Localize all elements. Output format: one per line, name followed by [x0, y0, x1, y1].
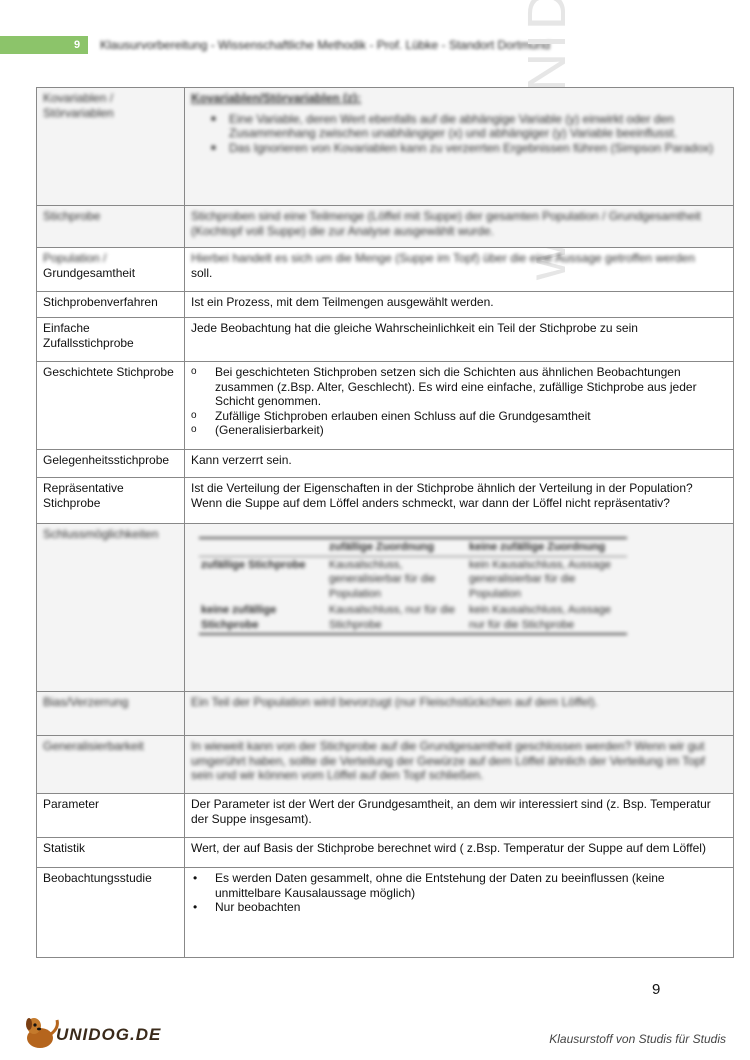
table-row: Gelegenheitsstichprobe Kann verzerrt sein.	[37, 450, 734, 478]
table-row: Stichprobe Stichproben sind eine Teilmenge (Löffel mit Suppe) der gesamten Population / Grundgesamtheit (Kochtopf voll Suppe) die zur Analyse ausgewählt wurde.	[37, 206, 734, 248]
table-row: Generalisierbarkeit In wieweit kann von der Stichprobe auf die Grundgesamtheit geschlossen werden? Wenn wir gut umgerührt haben, sollte die Verteilung der Gewürze auf dem Löffel ähnlich der Verteilung im Topf sein und wir können vom Löffel auf den Topf schließen.	[37, 736, 734, 794]
table-row: Population / Grundgesamtheit Hierbei handelt es sich um die Menge (Suppe im Topf) über die eine Aussage getroffen werden soll.	[37, 248, 734, 292]
logo-text: UNIDOG.DE	[56, 1025, 162, 1044]
definition-cell: Kovariablen/Störvariablen (z): ■ Eine Variable, deren Wert ebenfalls auf die abhängige Variable (y) einwirkt oder den Zusammenhang zwischen unabhängiger (x) und abhängiger (y) Variable beeinflusst. ■ Das Ignorieren von Kovariablen kann zu verzerrten Ergebnissen führen (Simpson Paradox)	[185, 88, 734, 206]
footer-text: Klausurstoff von Studis für Studis	[549, 1032, 726, 1046]
term-stichprobenverfahren: Stichprobenverfahren	[37, 292, 185, 318]
term-statistik: Statistik	[37, 838, 185, 868]
table-row: Statistik Wert, der auf Basis der Stichprobe berechnet wird ( z.Bsp. Temperatur der Suppe auf dem Löffel)	[37, 838, 734, 868]
term-grundgesamtheit: Grundgesamtheit	[43, 265, 136, 280]
table-row: Repräsentative Stichprobe Ist die Verteilung der Eigenschaften in der Stichprobe ähnlich der Verteilung in der Population? Wenn die Suppe auf dem Löffel anders schmeckt, war dann der Löffel nicht repräsentativ?	[37, 478, 734, 524]
term-cell: Kovariablen / Störvariablen	[37, 88, 185, 206]
table-row: Bias/Verzerrung Ein Teil der Population wird bevorzugt (nur Fleischstückchen auf dem Löffel).	[37, 692, 734, 736]
unidog-logo	[22, 1014, 162, 1052]
term-beobachtungsstudie: Beobachtungsstudie	[37, 868, 185, 958]
header-number: 9	[74, 39, 81, 51]
glossary-table	[36, 87, 734, 958]
page-header	[0, 36, 750, 54]
table-row: Einfache Zufallsstichprobe Jede Beobachtung hat die gleiche Wahrscheinlichkeit ein Teil der Stichprobe zu sein	[37, 318, 734, 362]
table-row	[37, 88, 734, 206]
term-einfache-zufallsstichprobe: Einfache Zufallsstichprobe	[37, 318, 185, 362]
table-row	[37, 362, 734, 450]
term-repraesentative-stichprobe: Repräsentative Stichprobe	[37, 478, 185, 524]
table-row	[37, 868, 734, 958]
term-geschichtete-stichprobe: Geschichtete Stichprobe	[37, 362, 185, 450]
inference-matrix: zufällige Zuordnung keine zufällige Zuordnung zufällige Stichprobe Kausalschluss, generalisierbar für die Population kein Kausalschluss, Aussage generalisierbar für die Population keine zufällige Stichprobe Kausalschluss, nur für die Stichprobe kein Kausalschluss, Aussage nur für die Stichprobe	[199, 537, 627, 635]
bullet-list: ■ Eine Variable, deren Wert ebenfalls auf die abhängige Variable (y) einwirkt oder den Zusammenhang zwischen unabhängiger (x) und abhängiger (y) Variable beeinflusst. ■ Das Ignorieren von Kovariablen kann zu verzerrten Ergebnissen führen (Simpson Paradox)	[211, 112, 727, 156]
bullet-list: • Es werden Daten gesammelt, ohne die Entstehung der Daten zu beeinflussen (keine unmittelbare Kausalaussage möglich) • Nur beobachten	[191, 871, 727, 915]
table-row: Schlussmöglichkeiten zufällige Zuordnung keine zufällige Zuordnung zufällige Stichprobe Kausalschluss, generalisierbar für die Population kein Kausalschluss, Aussage generalisierbar für die Population keine zufällige Stichprobe Kausalschluss, nur für die Stichprobe kein Kausalschluss, Aussage nur für die Stichprobe	[37, 524, 734, 692]
term-parameter: Parameter	[37, 794, 185, 838]
page-number: 9	[652, 981, 661, 998]
table-row: Stichprobenverfahren Ist ein Prozess, mit dem Teilmengen ausgewählt werden.	[37, 292, 734, 318]
header-title: Klausurvorbereitung - Wissenschaftliche Methodik - Prof. Lübke - Standort Dortmund	[100, 38, 551, 52]
circle-list: o Bei geschichteten Stichproben setzen sich die Schichten aus ähnlichen Beobachtungen zusammen (z.Bsp. Alter, Geschlecht). Es wird eine einfache, zufällige Stichprobe aus jeder Schicht genommen. o Zufällige Stichproben erlauben einen Schluss auf die Grundgesamtheit o (Generalisierbarkeit)	[191, 365, 727, 438]
table-row: Parameter Der Parameter ist der Wert der Grundgesamtheit, an dem wir interessiert sind (z. Bsp. Temperatur der Suppe insgesamt).	[37, 794, 734, 838]
term-gelegenheitsstichprobe: Gelegenheitsstichprobe	[37, 450, 185, 478]
